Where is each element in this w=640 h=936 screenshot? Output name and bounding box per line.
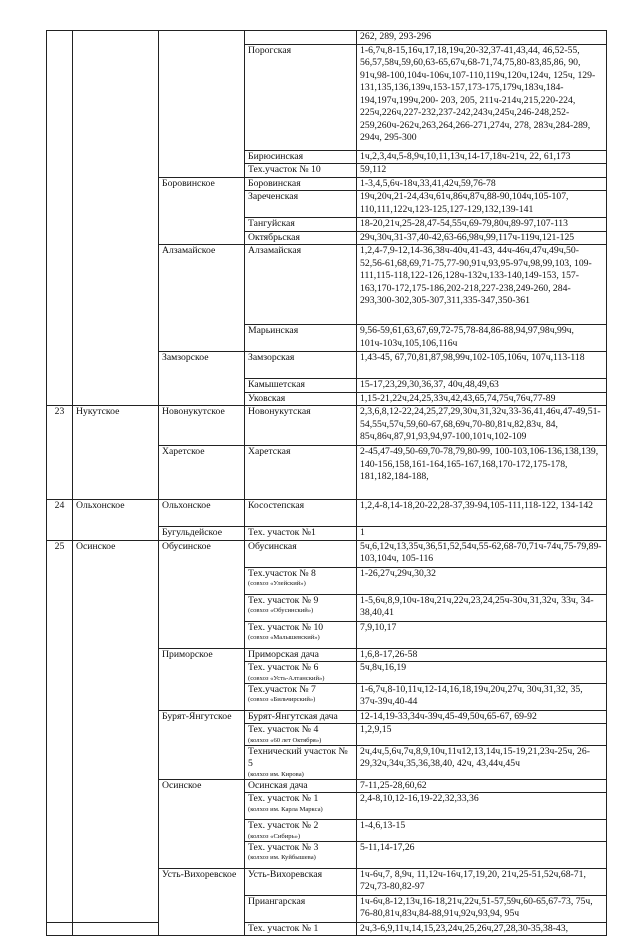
forestry-label: Камышетская <box>248 379 305 390</box>
forestry-name <box>245 710 357 724</box>
quarter-numbers: 18-20,21ч,25-28,47-54,55ч,69-79,80ч,89-97,107-113 <box>357 218 607 232</box>
forestry-owner-note: (совхоз «Малышевский») <box>248 634 320 641</box>
forestry-name <box>245 164 357 178</box>
municipality-name: Ольхонское <box>159 500 245 527</box>
quarter-numbers: 1,15-21,22ч,24,25,33ч,42,43,65,74,75ч,76ч,77-89 <box>357 392 607 406</box>
table-body <box>47 31 607 936</box>
forestry-name <box>245 594 357 621</box>
forestry-owner-note: (совхоз «Бильчирский») <box>248 696 316 703</box>
quarter-numbers: 2ч,3-6,9,11ч,14,15,23,24ч,25,26ч,27,28,30-35,38-43, <box>357 922 607 936</box>
forestry-name <box>245 352 357 379</box>
district-name: Нукутское <box>73 406 159 500</box>
district-name: Ольхонское <box>73 500 159 541</box>
municipality-name: Бугульдейское <box>159 527 245 541</box>
forestry-label: Обусинская <box>248 540 297 552</box>
forestry-label: Марьинская <box>248 325 299 336</box>
forestry-name <box>245 150 357 164</box>
table-row <box>47 500 607 527</box>
district-name: Осинское <box>73 540 159 922</box>
municipality-name: Обусинское <box>159 540 245 648</box>
forestry-name <box>245 621 357 648</box>
quarter-numbers: 29ч,30ч,31-37,40-42,63-66,98ч,99,117ч-119ч,121-125 <box>357 231 607 245</box>
municipality-name: Осинское <box>159 779 245 868</box>
quarter-numbers: 1,2,4-7,9-12,14-36,38ч-40ч,41-43, 44ч-46ч,47ч,49ч,50-52,56-61,68,69,71-75,77-90,91ч,93,95-97ч,98,99,103, 109-111,115-118,122-126,128ч-132ч,133-140,149-153, 157-163,170-172,175-186,202-218,227-238,249-260, 284-293,300-302,305-307,311,335-347,350-361 <box>357 245 607 325</box>
forestry-label: Тех. участок № 10 <box>248 621 324 633</box>
quarter-numbers: 1-5,6ч,8,9,10ч-18ч,21ч,22ч,23,24,25ч-30ч,31,32ч, 33ч, 34-38,40,41 <box>357 594 607 621</box>
quarter-numbers: 1ч,2,3,4ч,5-8,9ч,10,11,13ч,14-17,18ч-21ч, 22, 61,173 <box>357 150 607 164</box>
row-number: 23 <box>47 406 73 500</box>
document-sheet <box>46 30 606 936</box>
quarter-numbers: 1ч-6ч,7, 8,9ч, 11,12ч-16ч,17,19,20, 21ч,25-51,52ч,68-71, 72ч,73-80,82-97 <box>357 868 607 895</box>
forestry-name <box>245 648 357 662</box>
district-name <box>73 31 159 406</box>
forestry-label: Осинская дача <box>248 779 308 791</box>
forestry-name <box>245 745 357 779</box>
row-number: 25 <box>47 540 73 922</box>
forestry-name <box>245 820 357 842</box>
forestry-name <box>245 406 357 446</box>
forestry-label: Бурят-Янгутская дача <box>248 710 338 722</box>
forestry-name <box>245 683 357 710</box>
row-number <box>47 31 73 406</box>
forestry-label: Замзорская <box>248 352 295 363</box>
table-row <box>47 540 607 567</box>
quarter-numbers: 5ч,8ч,16,19 <box>357 662 607 684</box>
forestry-owner-note: (совхоз «Улейский») <box>248 580 306 587</box>
quarter-numbers: 12-14,19-33,34ч-39ч,45-49,50ч,65-67, 69-92 <box>357 710 607 724</box>
forestry-label: Бирюсинская <box>248 150 304 162</box>
forestry-label: Приангарская <box>248 895 306 907</box>
quarter-numbers: 1ч-6ч,8-12,13ч,16-18,21ч,22ч,51-57,59ч,60-65,67-73, 75ч, 76-80,81ч,83ч,84-88,91ч,92ч,93,94, 95ч <box>357 895 607 922</box>
forestry-label: Тех. участок № 9 <box>248 594 319 606</box>
quarter-numbers: 2ч,4ч,5,6ч,7ч,8,9,10ч,11ч12,13,14ч,15-19,21,23ч-25ч, 26-29,32ч,34ч,35,36,38,40, 42ч, 43,44ч,45ч <box>357 745 607 779</box>
forestry-name <box>245 567 357 594</box>
forestry-name <box>245 379 357 393</box>
district-name <box>73 922 159 936</box>
forestry-name <box>245 191 357 218</box>
forestry-name <box>245 446 357 500</box>
forestry-label: Тех. участок № 1 <box>248 922 319 934</box>
forestry-label: Зареченская <box>248 191 299 202</box>
forestry-name <box>245 500 357 527</box>
row-number <box>47 922 73 936</box>
forestry-label: Алзамайская <box>248 245 302 256</box>
quarter-numbers: 5-11,14-17,26 <box>357 841 607 868</box>
forest-quarters-table <box>46 30 607 936</box>
quarter-numbers: 2-45,47-49,50-69,70-78,79,80-99, 100-103,106-136,138,139, 140-156,158,161-164,165-167,168,170-172,175-178, 181,182,184-188, <box>357 446 607 500</box>
row-number: 24 <box>47 500 73 541</box>
forestry-owner-note: (колхоз им. Карла Маркса) <box>248 805 323 813</box>
forestry-label: Тех. участок № 6 <box>248 662 319 673</box>
forestry-owner-note: (колхоз им. Куйбышева) <box>248 854 316 861</box>
forestry-name <box>245 31 357 45</box>
table-row <box>47 406 607 446</box>
quarter-numbers: 1-6,7ч,8-15,16ч,17,18,19ч,20-32,37-41,43,44, 46,52-55, 56,57,58ч,59,60,63-65,67ч,68-71,74,75,80-83,85,86, 90, 91ч,98-100,104ч-106ч,107-110,119ч,120ч,124ч, 125ч, 129-131,135,136,139ч,153-157,173-175,179ч,183ч,184-194,197ч,199ч,200- 203, 205, 211ч-214ч,215,220-224, 225ч,226ч,227-232,237-242,243ч,245ч,246-248,252-259,260ч-262ч,263,264,266-271,274ч, 278, 283ч,284-289, 294ч, 295-300 <box>357 44 607 150</box>
forestry-label: Тех. участок № 2 <box>248 820 319 831</box>
forestry-name <box>245 779 357 793</box>
forestry-name <box>245 540 357 567</box>
quarter-numbers: 5ч,6,12ч,13,35ч,36,51,52,54ч,55-62,68-70,71ч-74ч,75-79,89-103,104ч, 105-116 <box>357 540 607 567</box>
quarter-numbers: 2,4-8,10,12-16,19-22,32,33,36 <box>357 793 607 820</box>
forestry-label: Тех.участок № 7 <box>248 683 316 695</box>
quarter-numbers: 19ч,20ч,21-24,43ч,61ч,86ч,87ч,88-90,104ч,105-107, 110,111,122ч,123-125,127-129,132,139-141 <box>357 191 607 218</box>
forestry-name <box>245 231 357 245</box>
forestry-label: Тех.участок № 10 <box>248 164 321 175</box>
quarter-numbers: 1-6,7ч,8-10,11ч,12-14,16,18,19ч,20ч,27ч, 30ч,31,32, 35, 37ч-39ч,40-44 <box>357 683 607 710</box>
municipality-name: Приморское <box>159 648 245 710</box>
forestry-name <box>245 841 357 868</box>
quarter-numbers: 1,2,9,15 <box>357 724 607 746</box>
forestry-owner-note: (колхоз «Сибирь») <box>248 832 301 840</box>
quarter-numbers: 1-26,27ч,29ч,30,32 <box>357 567 607 594</box>
forestry-owner-note: (колхоз им. Кирова) <box>248 770 304 778</box>
forestry-name <box>245 922 357 936</box>
quarter-numbers: 1,2,4-8,14-18,20-22,28-37,39-94,105-111,118-122, 134-142 <box>357 500 607 527</box>
quarter-numbers: 15-17,23,29,30,36,37, 40ч,48,49,63 <box>357 379 607 393</box>
municipality-name: Новонукутское <box>159 406 245 446</box>
municipality-name: Усть-Вихоревское <box>159 868 245 936</box>
forestry-name <box>245 245 357 325</box>
forestry-label: Технический участок № 5 <box>248 745 348 769</box>
forestry-label: Тех.участок № 8 <box>248 567 316 579</box>
quarter-numbers: 7,9,10,17 <box>357 621 607 648</box>
forestry-name <box>245 662 357 684</box>
forestry-label: Тех. участок № 1 <box>248 793 319 804</box>
forestry-name <box>245 44 357 150</box>
forestry-label: Косостепская <box>248 500 305 511</box>
forestry-label: Тех. участок № 3 <box>248 841 319 853</box>
forestry-label: Уковская <box>248 392 286 404</box>
forestry-label: Боровинская <box>248 177 301 189</box>
forestry-name <box>245 895 357 922</box>
forestry-name <box>245 868 357 895</box>
forestry-label: Новонукутская <box>248 406 311 417</box>
forestry-name <box>245 218 357 232</box>
municipality-name: Харетское <box>159 446 245 500</box>
quarter-numbers: 2,3,6,8,12-22,24,25,27,29,30ч,31,32ч,33-36,41,46ч,47-49,51-54,55ч,57ч,59,60-67,68,69ч,70-80,81ч,82,83ч, 84, 85ч,86ч,87,91,93,94,97-100,101ч,102-109 <box>357 406 607 446</box>
municipality-name: Алзамайское <box>159 245 245 352</box>
forestry-label: Октябрьская <box>248 231 300 243</box>
quarter-numbers: 7-11,25-28,60,62 <box>357 779 607 793</box>
forestry-label: Тех. участок №1 <box>248 527 316 538</box>
municipality-name: Бурят-Янгутское <box>159 710 245 779</box>
municipality-name <box>159 31 245 178</box>
forestry-owner-note: (совхоз «Обусинский») <box>248 607 314 614</box>
forestry-label: Приморская дача <box>248 648 319 660</box>
forestry-name <box>245 793 357 820</box>
forestry-name <box>245 177 357 191</box>
forestry-label: Усть-Вихоревская <box>248 868 323 880</box>
forestry-owner-note: (совхоз «Усть-Алтанский») <box>248 674 325 682</box>
table-row <box>47 31 607 45</box>
municipality-name: Боровинское <box>159 177 245 245</box>
forestry-owner-note: (колхоз «60 лет Октября») <box>248 736 322 744</box>
municipality-name: Замзорское <box>159 352 245 406</box>
forestry-name <box>245 724 357 746</box>
forestry-name <box>245 527 357 541</box>
table-row <box>47 922 607 936</box>
quarter-numbers: 1,43-45, 67,70,81,87,98,99ч,102-105,106ч, 107ч,113-118 <box>357 352 607 379</box>
forestry-name <box>245 392 357 406</box>
quarter-numbers: 1 <box>357 527 607 541</box>
forestry-label: Тех. участок № 4 <box>248 724 319 735</box>
quarter-numbers: 1-4,6,13-15 <box>357 820 607 842</box>
quarter-numbers: 1,6,8-17,26-58 <box>357 648 607 662</box>
quarter-numbers: 262, 289, 293-296 <box>357 31 607 45</box>
quarter-numbers: 1-3,4,5,6ч-18ч,33,41,42ч,59,76-78 <box>357 177 607 191</box>
quarter-numbers: 9,56-59,61,63,67,69,72-75,78-84,86-88,94,97,98ч,99ч, 101ч-103ч,105,106,116ч <box>357 325 607 352</box>
forestry-label: Харетская <box>248 446 291 457</box>
forestry-name <box>245 325 357 352</box>
quarter-numbers: 59,112 <box>357 164 607 178</box>
forestry-label: Порогская <box>248 44 292 56</box>
forestry-label: Тангуйская <box>248 218 295 229</box>
